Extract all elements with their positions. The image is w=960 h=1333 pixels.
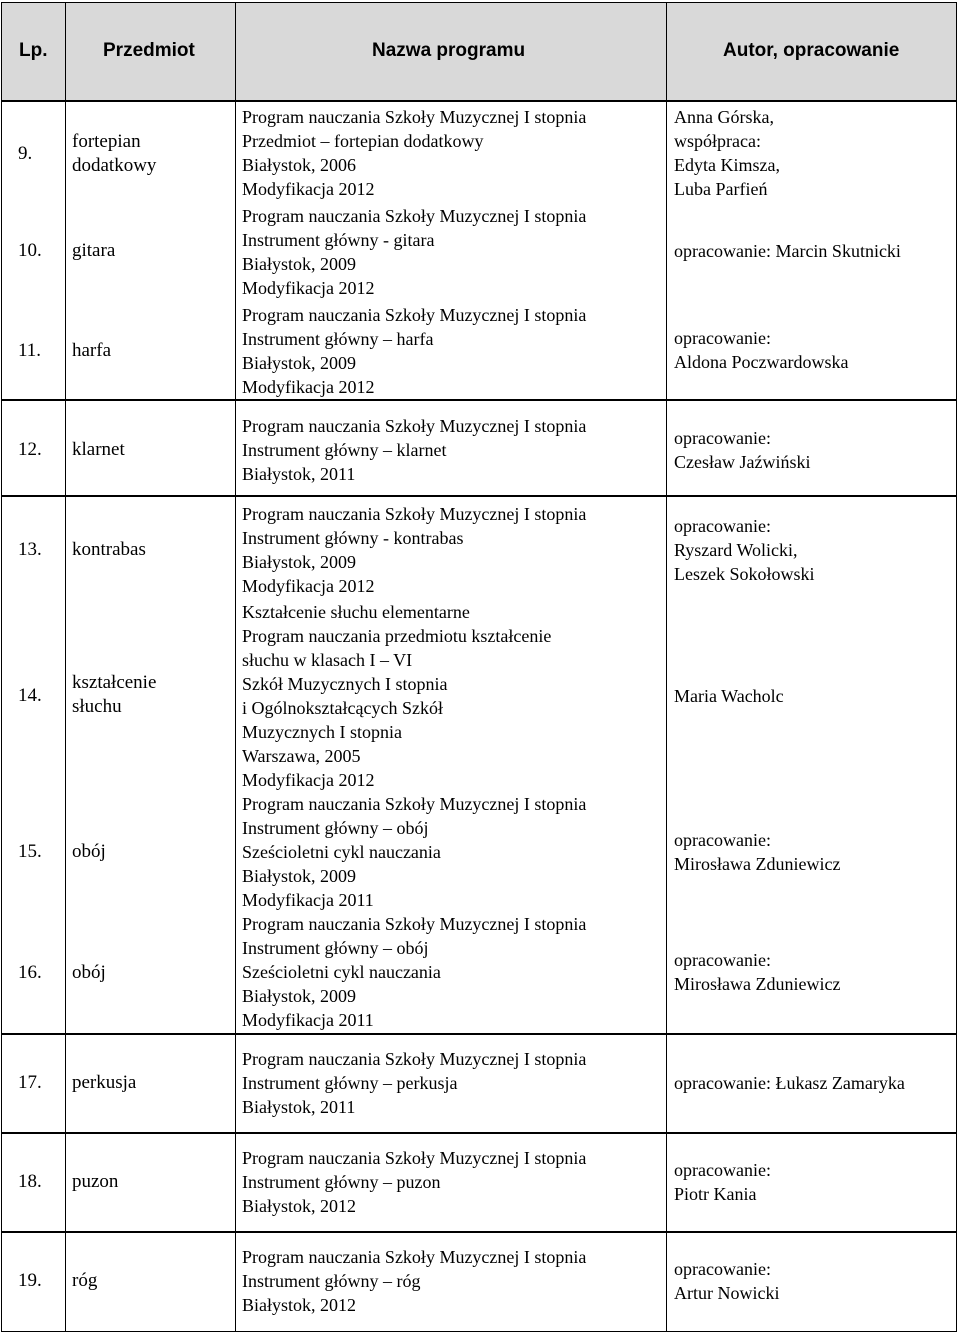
row-15-author: opracowanie: Mirosława Zduniewicz	[674, 830, 841, 874]
header-lp: Lp.	[19, 40, 48, 61]
row-13-subject: kontrabas	[72, 539, 146, 560]
row-16-subject: obój	[72, 962, 106, 983]
row-9-program: Program nauczania Szkoły Muzycznej I stopnia Przedmiot – fortepian dodatkowy Białystok, 2006 Modyfikacja 2012	[242, 107, 587, 199]
row-16-program: Program nauczania Szkoły Muzycznej I stopnia Instrument główny – obój Sześcioletni cykl nauczania Białystok, 2009 Modyfikacja 2011	[242, 914, 587, 1030]
column-divider	[65, 3, 66, 100]
row-14-lp: 14.	[18, 685, 42, 706]
column-divider	[65, 1134, 66, 1231]
table-header	[1, 2, 957, 101]
column-divider	[666, 1233, 667, 1331]
column-divider	[235, 1035, 236, 1132]
row-11-lp: 11.	[18, 340, 42, 361]
row-14-program: Kształcenie słuchu elementarne Program nauczania przedmiotu kształcenie słuchu w klasach I – VI Szkół Muzycznych I stopnia i Ogólnokształcących Szkół Muzycznych I stopnia Warszawa, 2005 Modyfikacja 2012	[242, 602, 552, 790]
column-divider	[666, 1134, 667, 1231]
row-18-author: opracowanie: Piotr Kania	[674, 1160, 771, 1204]
column-divider	[235, 1233, 236, 1331]
row-16-lp: 16.	[18, 962, 42, 983]
column-divider	[235, 102, 236, 399]
column-divider	[235, 401, 236, 495]
column-divider	[65, 401, 66, 495]
row-9-author: Anna Górska, współpraca: Edyta Kimsza, Luba Parfień	[674, 107, 780, 199]
row-18-program: Program nauczania Szkoły Muzycznej I stopnia Instrument główny – puzon Białystok, 2012	[242, 1148, 587, 1216]
row-11-author: opracowanie: Aldona Poczwardowska	[674, 328, 849, 372]
column-divider	[666, 497, 667, 1033]
header-author: Autor, opracowanie	[723, 40, 900, 61]
row-12-author: opracowanie: Czesław Jaźwiński	[674, 428, 811, 472]
column-divider	[666, 401, 667, 495]
row-14-author: Maria Wacholc	[674, 686, 784, 706]
row-10-subject: gitara	[72, 240, 116, 261]
column-divider	[235, 497, 236, 1033]
row-18-subject: puzon	[72, 1171, 119, 1192]
row-17-program: Program nauczania Szkoły Muzycznej I stopnia Instrument główny – perkusja Białystok, 2011	[242, 1049, 587, 1117]
column-divider	[65, 1233, 66, 1331]
row-15-subject: obój	[72, 841, 106, 862]
row-14-subject: kształcenie słuchu	[72, 672, 157, 717]
row-12-subject: klarnet	[72, 439, 125, 460]
row-17-author: opracowanie: Łukasz Zamaryka	[674, 1073, 905, 1093]
row-19-author: opracowanie: Artur Nowicki	[674, 1259, 780, 1303]
row-13-lp: 13.	[18, 539, 42, 560]
row-11-program: Program nauczania Szkoły Muzycznej I stopnia Instrument główny – harfa Białystok, 2009 Modyfikacja 2012	[242, 305, 587, 397]
row-17-lp: 17.	[18, 1072, 42, 1093]
header-program: Nazwa programu	[372, 40, 526, 61]
row-15-program: Program nauczania Szkoły Muzycznej I stopnia Instrument główny – obój Sześcioletni cykl nauczania Białystok, 2009 Modyfikacja 2011	[242, 794, 587, 910]
column-divider	[65, 102, 66, 399]
row-12-lp: 12.	[18, 439, 42, 460]
row-10-author: opracowanie: Marcin Skutnicki	[674, 241, 901, 261]
row-16-author: opracowanie: Mirosława Zduniewicz	[674, 950, 841, 994]
row-10-lp: 10.	[18, 240, 42, 261]
column-divider	[65, 1035, 66, 1132]
column-divider	[235, 1134, 236, 1231]
column-divider	[666, 3, 667, 100]
row-13-program: Program nauczania Szkoły Muzycznej I stopnia Instrument główny - kontrabas Białystok, 2009 Modyfikacja 2012	[242, 504, 587, 596]
row-18-lp: 18.	[18, 1171, 42, 1192]
row-9-subject: fortepian dodatkowy	[72, 131, 157, 176]
row-19-lp: 19.	[18, 1270, 42, 1291]
row-9-lp: 9.	[18, 143, 33, 164]
column-divider	[235, 3, 236, 100]
row-15-lp: 15.	[18, 841, 42, 862]
row-19-subject: róg	[72, 1270, 98, 1291]
row-11-subject: harfa	[72, 340, 112, 361]
header-subject: Przedmiot	[103, 40, 195, 61]
row-10-program: Program nauczania Szkoły Muzycznej I stopnia Instrument główny - gitara Białystok, 2009 Modyfikacja 2012	[242, 206, 587, 298]
column-divider	[666, 102, 667, 399]
row-17-subject: perkusja	[72, 1072, 137, 1093]
row-12-program: Program nauczania Szkoły Muzycznej I stopnia Instrument główny – klarnet Białystok, 2011	[242, 416, 587, 484]
column-divider	[666, 1035, 667, 1132]
column-divider	[65, 497, 66, 1033]
row-19-program: Program nauczania Szkoły Muzycznej I stopnia Instrument główny – róg Białystok, 2012	[242, 1247, 587, 1315]
row-13-author: opracowanie: Ryszard Wolicki, Leszek Sokołowski	[674, 516, 815, 584]
